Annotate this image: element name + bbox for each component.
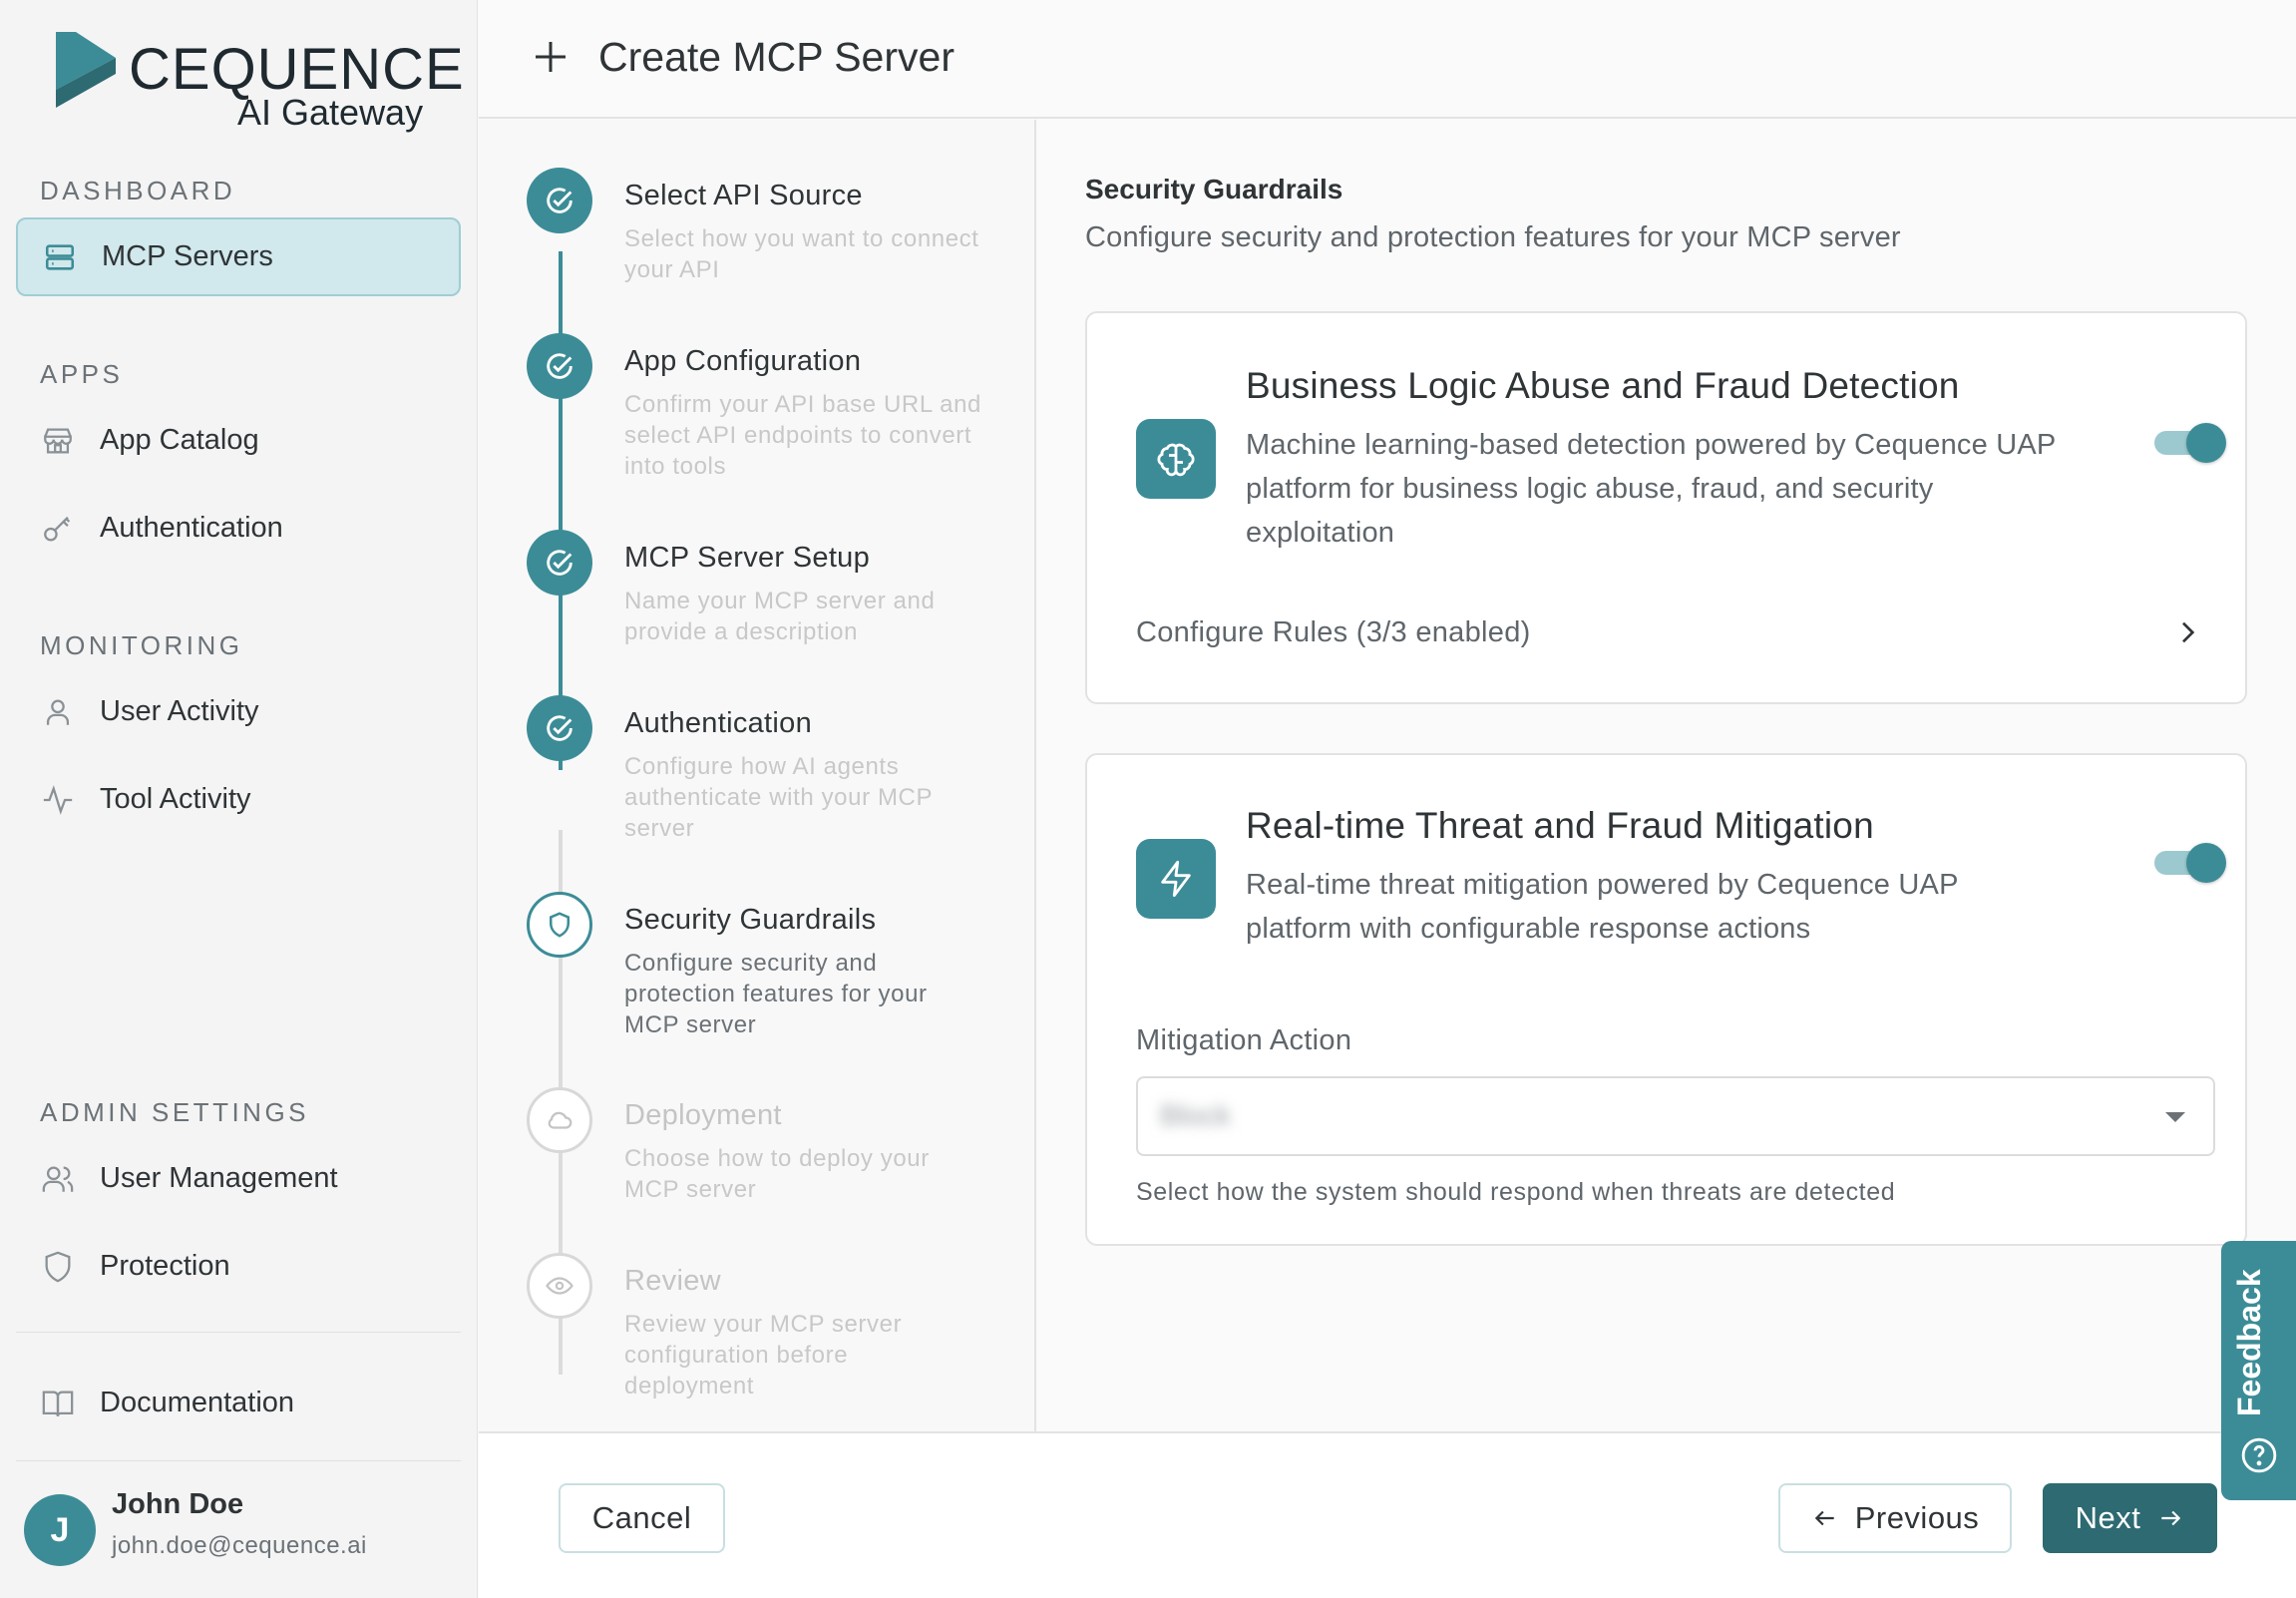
section-description: Configure security and protection features for your MCP server bbox=[1085, 221, 1901, 253]
step-title: Review bbox=[624, 1265, 721, 1297]
sidebar-divider bbox=[16, 1332, 461, 1333]
step-title: Select API Source bbox=[624, 180, 863, 211]
step-description: Review your MCP server configuration before deployment bbox=[624, 1311, 903, 1399]
step-title: Deployment bbox=[624, 1099, 782, 1131]
cancel-button[interactable] bbox=[559, 1483, 725, 1553]
help-circle-icon bbox=[2240, 1436, 2278, 1474]
arrow-right-icon bbox=[2156, 1504, 2184, 1532]
server-icon bbox=[42, 239, 78, 275]
step-description: Choose how to deploy your MCP server bbox=[624, 1145, 930, 1203]
sidebar-item-label: Protection bbox=[100, 1250, 230, 1282]
chevron-down-icon bbox=[2165, 1112, 2185, 1122]
brand-subtitle: AI Gateway bbox=[237, 92, 424, 133]
sidebar-item-label: Tool Activity bbox=[100, 783, 251, 815]
next-button[interactable] bbox=[2043, 1483, 2217, 1553]
sidebar-item-label: Authentication bbox=[100, 512, 283, 544]
section-title: Security Guardrails bbox=[1085, 174, 1343, 204]
feedback-tab[interactable] bbox=[2221, 1241, 2296, 1500]
cequence-logo-icon bbox=[56, 32, 116, 112]
check-circle-icon bbox=[527, 333, 592, 399]
avatar: J bbox=[24, 1494, 96, 1566]
step-title: MCP Server Setup bbox=[624, 542, 871, 574]
store-icon bbox=[40, 423, 76, 459]
step-description: Name your MCP server and provide a description bbox=[624, 588, 936, 645]
card-title: Business Logic Abuse and Fraud Detection bbox=[1246, 365, 1960, 406]
sidebar-item-authentication[interactable] bbox=[16, 489, 461, 568]
user-profile[interactable] bbox=[24, 1486, 463, 1576]
sidebar-divider bbox=[16, 1460, 461, 1461]
book-icon bbox=[40, 1386, 76, 1421]
arrow-left-icon bbox=[1811, 1504, 1839, 1532]
eye-icon bbox=[527, 1253, 592, 1319]
user-name: John Doe bbox=[112, 1488, 244, 1520]
fraud-detection-toggle[interactable] bbox=[2154, 421, 2228, 465]
sidebar-item-mcp-servers[interactable] bbox=[16, 217, 461, 296]
threat-mitigation-toggle[interactable] bbox=[2154, 841, 2228, 885]
user-email: john.doe@cequence.ai bbox=[112, 1532, 367, 1559]
card-description: Real-time threat mitigation powered by Cequence UAP platform with configurable response actions bbox=[1246, 869, 1959, 945]
brand-logo[interactable] bbox=[56, 30, 465, 140]
cancel-label: Cancel bbox=[591, 1500, 692, 1535]
next-label: Next bbox=[2075, 1500, 2141, 1535]
toggle-knob bbox=[2186, 843, 2226, 883]
step-title: Security Guardrails bbox=[624, 904, 877, 936]
step-description: Select how you want to connect your API bbox=[624, 225, 979, 283]
section-label-admin-settings: ADMIN SETTINGS bbox=[40, 1097, 310, 1127]
mitigation-action-select[interactable] bbox=[1136, 1076, 2215, 1156]
step-title: Authentication bbox=[624, 707, 812, 739]
stepper-progress-line bbox=[559, 251, 563, 770]
sidebar-item-user-management[interactable] bbox=[16, 1139, 461, 1218]
sidebar-item-documentation[interactable] bbox=[16, 1364, 461, 1442]
sidebar-item-label: MCP Servers bbox=[102, 240, 273, 272]
card-fraud-detection bbox=[1085, 311, 2247, 704]
sidebar-item-app-catalog[interactable] bbox=[16, 401, 461, 480]
previous-button[interactable] bbox=[1778, 1483, 2012, 1553]
main-content bbox=[1038, 120, 2296, 1431]
previous-label: Previous bbox=[1854, 1500, 1980, 1535]
check-circle-icon bbox=[527, 530, 592, 596]
lightning-icon bbox=[1136, 839, 1216, 919]
sidebar-item-protection[interactable] bbox=[16, 1227, 461, 1306]
sidebar-item-label: Documentation bbox=[100, 1387, 295, 1418]
section-label-monitoring: MONITORING bbox=[40, 630, 243, 660]
mitigation-action-label: Mitigation Action bbox=[1136, 1024, 1352, 1056]
card-description: Machine learning-based detection powered by Cequence UAP platform for business logic abuse, fraud, and security exploitation bbox=[1246, 429, 2056, 549]
sidebar-item-user-activity[interactable] bbox=[16, 672, 461, 751]
activity-icon bbox=[40, 782, 76, 818]
chevron-right-icon bbox=[2171, 616, 2203, 648]
wizard-stepper bbox=[479, 120, 1036, 1431]
card-title: Real-time Threat and Fraud Mitigation bbox=[1246, 805, 1874, 846]
brain-icon bbox=[1136, 419, 1216, 499]
check-circle-icon bbox=[527, 168, 592, 233]
card-threat-mitigation bbox=[1085, 753, 2247, 1246]
select-value: Block bbox=[1160, 1100, 1231, 1132]
feedback-label: Feedback bbox=[2231, 1269, 2267, 1416]
shield-icon bbox=[40, 1249, 76, 1285]
check-circle-icon bbox=[527, 695, 592, 761]
section-label-dashboard: DASHBOARD bbox=[40, 176, 236, 205]
section-label-apps: APPS bbox=[40, 359, 124, 389]
sidebar-item-label: User Activity bbox=[100, 695, 259, 727]
step-description: Configure security and protection features for your MCP server bbox=[624, 950, 928, 1038]
sidebar bbox=[0, 0, 478, 1598]
plus-icon bbox=[531, 37, 571, 77]
brand-name: CEQUENCE bbox=[129, 37, 465, 102]
sidebar-item-label: App Catalog bbox=[100, 424, 259, 456]
wizard-footer bbox=[479, 1431, 2296, 1598]
sidebar-item-tool-activity[interactable] bbox=[16, 760, 461, 839]
cloud-icon bbox=[527, 1087, 592, 1153]
sidebar-item-label: User Management bbox=[100, 1162, 338, 1194]
toggle-knob bbox=[2186, 423, 2226, 463]
configure-rules-label: Configure Rules (3/3 enabled) bbox=[1136, 616, 1531, 648]
configure-rules-row[interactable] bbox=[1136, 612, 2203, 656]
step-description: Confirm your API base URL and select API endpoints to convert into tools bbox=[624, 391, 982, 480]
page-title: Create MCP Server bbox=[598, 34, 955, 80]
step-description: Configure how AI agents authenticate with your MCP server bbox=[624, 753, 933, 842]
step-title: App Configuration bbox=[624, 345, 862, 377]
shield-icon bbox=[527, 892, 592, 958]
key-icon bbox=[40, 511, 76, 547]
user-icon bbox=[40, 694, 76, 730]
users-icon bbox=[40, 1161, 76, 1197]
mitigation-help-text: Select how the system should respond when threats are detected bbox=[1136, 1178, 1896, 1206]
page-header bbox=[479, 0, 2296, 119]
